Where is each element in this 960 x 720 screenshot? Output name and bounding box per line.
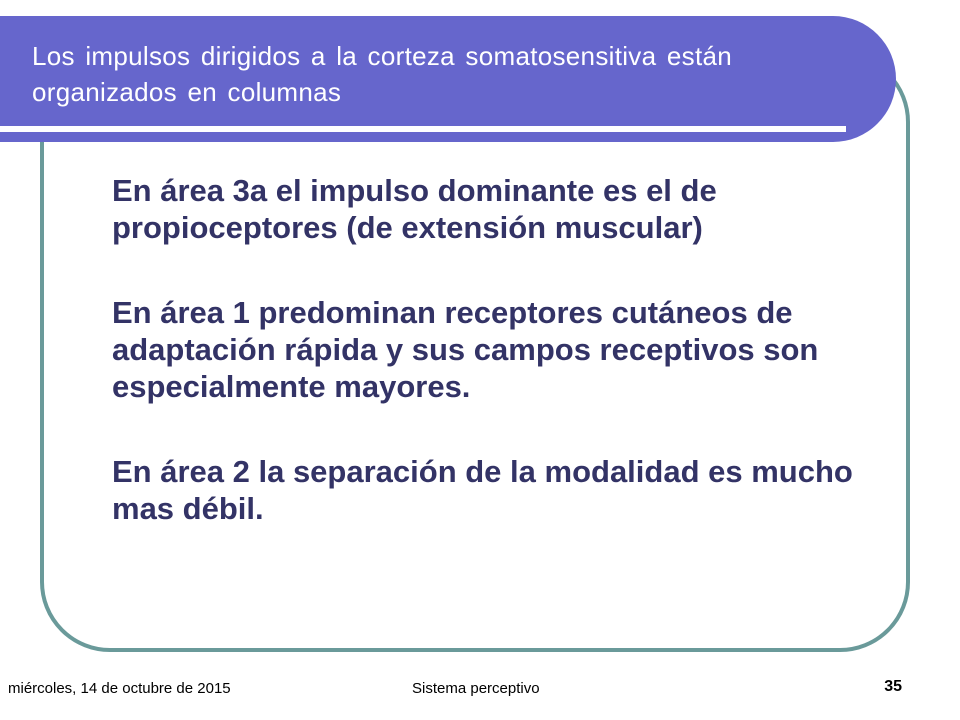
- title-underline: [0, 126, 846, 132]
- footer-title: Sistema perceptivo: [412, 680, 540, 697]
- slide-body: [112, 172, 902, 575]
- paragraph-area-1: En área 1 predominan receptores cutáneos de adaptación rápida y sus campos receptivos son especialmente mayores.: [112, 295, 819, 404]
- title-bar: [0, 16, 896, 142]
- slide-number: 35: [884, 678, 902, 695]
- slide-title: Los impulsos dirigidos a la corteza somatosensitiva están organizados en columnas: [32, 41, 732, 107]
- paragraph-area-3a: En área 3a el impulso dominante es el de propioceptores (de extensión muscular): [112, 173, 717, 245]
- paragraph-area-2: En área 2 la separación de la modalidad es mucho mas débil.: [112, 454, 853, 526]
- footer-date: miércoles, 14 de octubre de 2015: [8, 680, 231, 697]
